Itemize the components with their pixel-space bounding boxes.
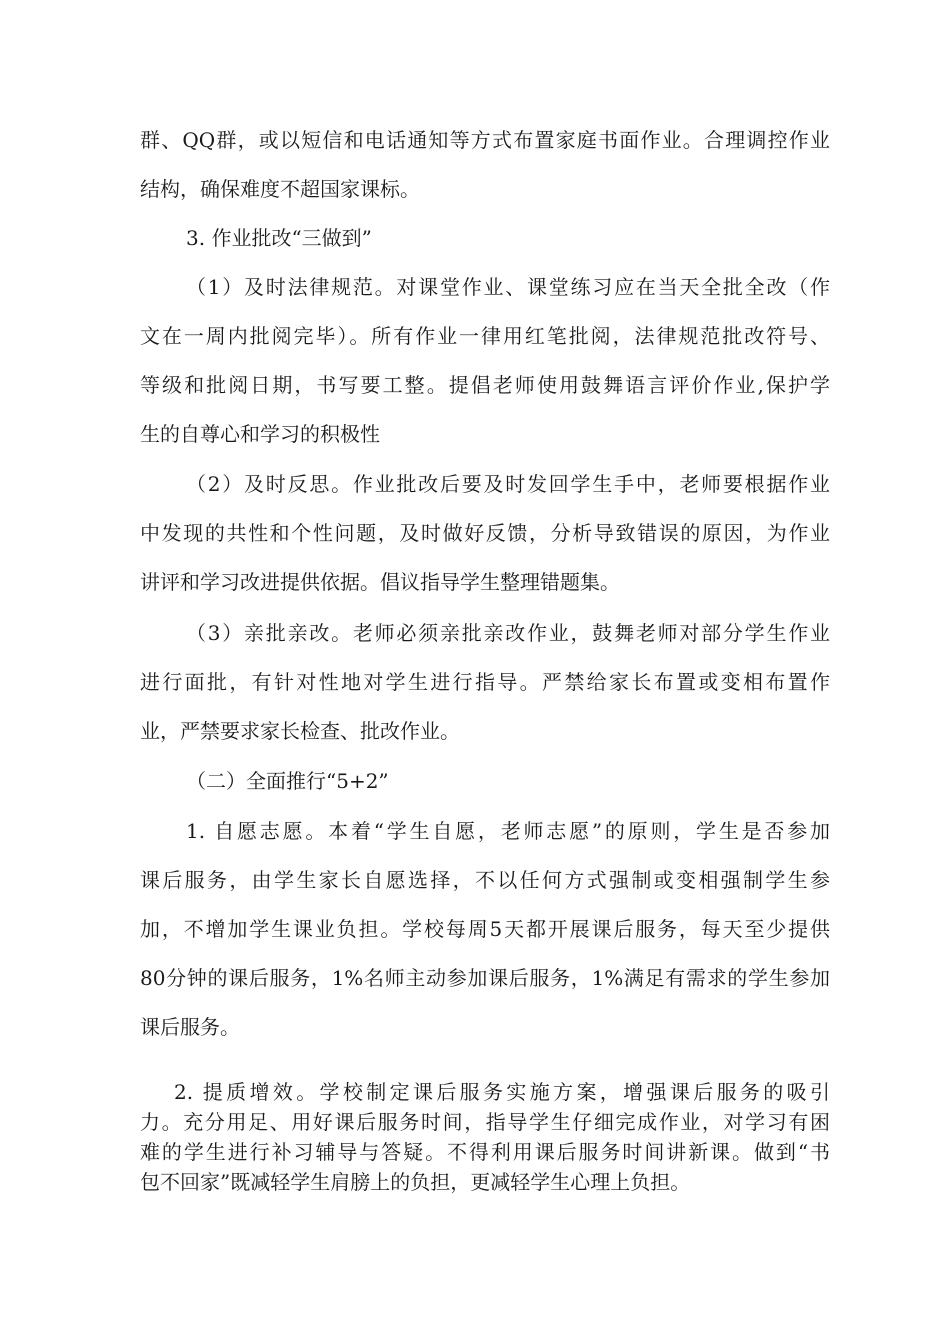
text-line: 进行面批，有针对性地对学生进行指导。严禁给家长布置或变相布置作 [140, 670, 830, 694]
text-line: 课后服务。 [140, 1015, 240, 1039]
text-line: 2. 提质增效。学校制定课后服务实施方案，增强课后服务的吸引 [174, 1080, 830, 1104]
text-line: 讲评和学习改进提供依据。倡议指导学生整理错题集。 [140, 570, 620, 594]
text-line: 文在一周内批阅完毕）。所有作业一律用红笔批阅，法律规范批改符号、 [140, 324, 830, 348]
text-line: 生的自尊心和学习的积极性 [140, 422, 380, 446]
paragraph-homework-assignment [140, 116, 830, 214]
text-line: 包不回家”既减轻学生肩膀上的负担，更减轻学生心理上负担。 [140, 1170, 691, 1194]
text-line: 结构，确保难度不超国家课标。 [140, 177, 420, 201]
text-line: 课后服务，由学生家长自愿选择，不以任何方式强制或变相强制学生参 [140, 868, 830, 892]
paragraph-item-1 [140, 263, 830, 459]
text-line: 80分钟的课后服务，1%名师主动参加课后服务，1%满足有需求的学生参加 [140, 966, 830, 990]
text-line: 群、QQ群，或以短信和电话通知等方式布置家庭书面作业。合理调控作业 [140, 128, 830, 152]
text-line: 中发现的共性和个性问题，及时做好反馈，分析导致错误的原因，为作业 [140, 521, 830, 545]
text-line: 力。充分用足、用好课后服务时间，指导学生仔细完成作业，对学习有困 [140, 1110, 830, 1134]
text-line: （3）亲批亲改。老师必须亲批亲改作业，鼓舞老师对部分学生作业 [186, 621, 830, 645]
heading-text: 3. 作业批改“三做到” [186, 226, 372, 250]
heading-homework-grading [186, 214, 830, 263]
heading-text: （二）全面推行“5+2” [186, 769, 389, 793]
paragraph-item-2 [140, 460, 830, 607]
paragraph-item-3 [140, 609, 830, 756]
text-line: 加，不增加学生课业负担。学校每周5天都开展课后服务，每天至少提供 [140, 917, 830, 941]
paragraph-point-1 [140, 807, 830, 1052]
text-line: （2）及时反思。作业批改后要及时发回学生手中，老师要根据作业 [186, 472, 830, 496]
text-line: （1）及时法律规范。对课堂作业、课堂练习应在当天全批全改（作 [186, 275, 830, 299]
paragraph-point-2 [140, 1077, 830, 1197]
section-heading-5-plus-2 [186, 757, 830, 806]
text-line: 等级和批阅日期，书写要工整。提倡老师使用鼓舞语言评价作业,保护学 [140, 373, 830, 397]
text-line: 1. 自愿志愿。本着“学生自愿，老师志愿”的原则，学生是否参加 [186, 819, 830, 843]
text-line: 难的学生进行补习辅导与答疑。不得利用课后服务时间讲新课。做到“书 [140, 1140, 830, 1164]
text-line: 业，严禁要求家长检查、批改作业。 [140, 719, 460, 743]
